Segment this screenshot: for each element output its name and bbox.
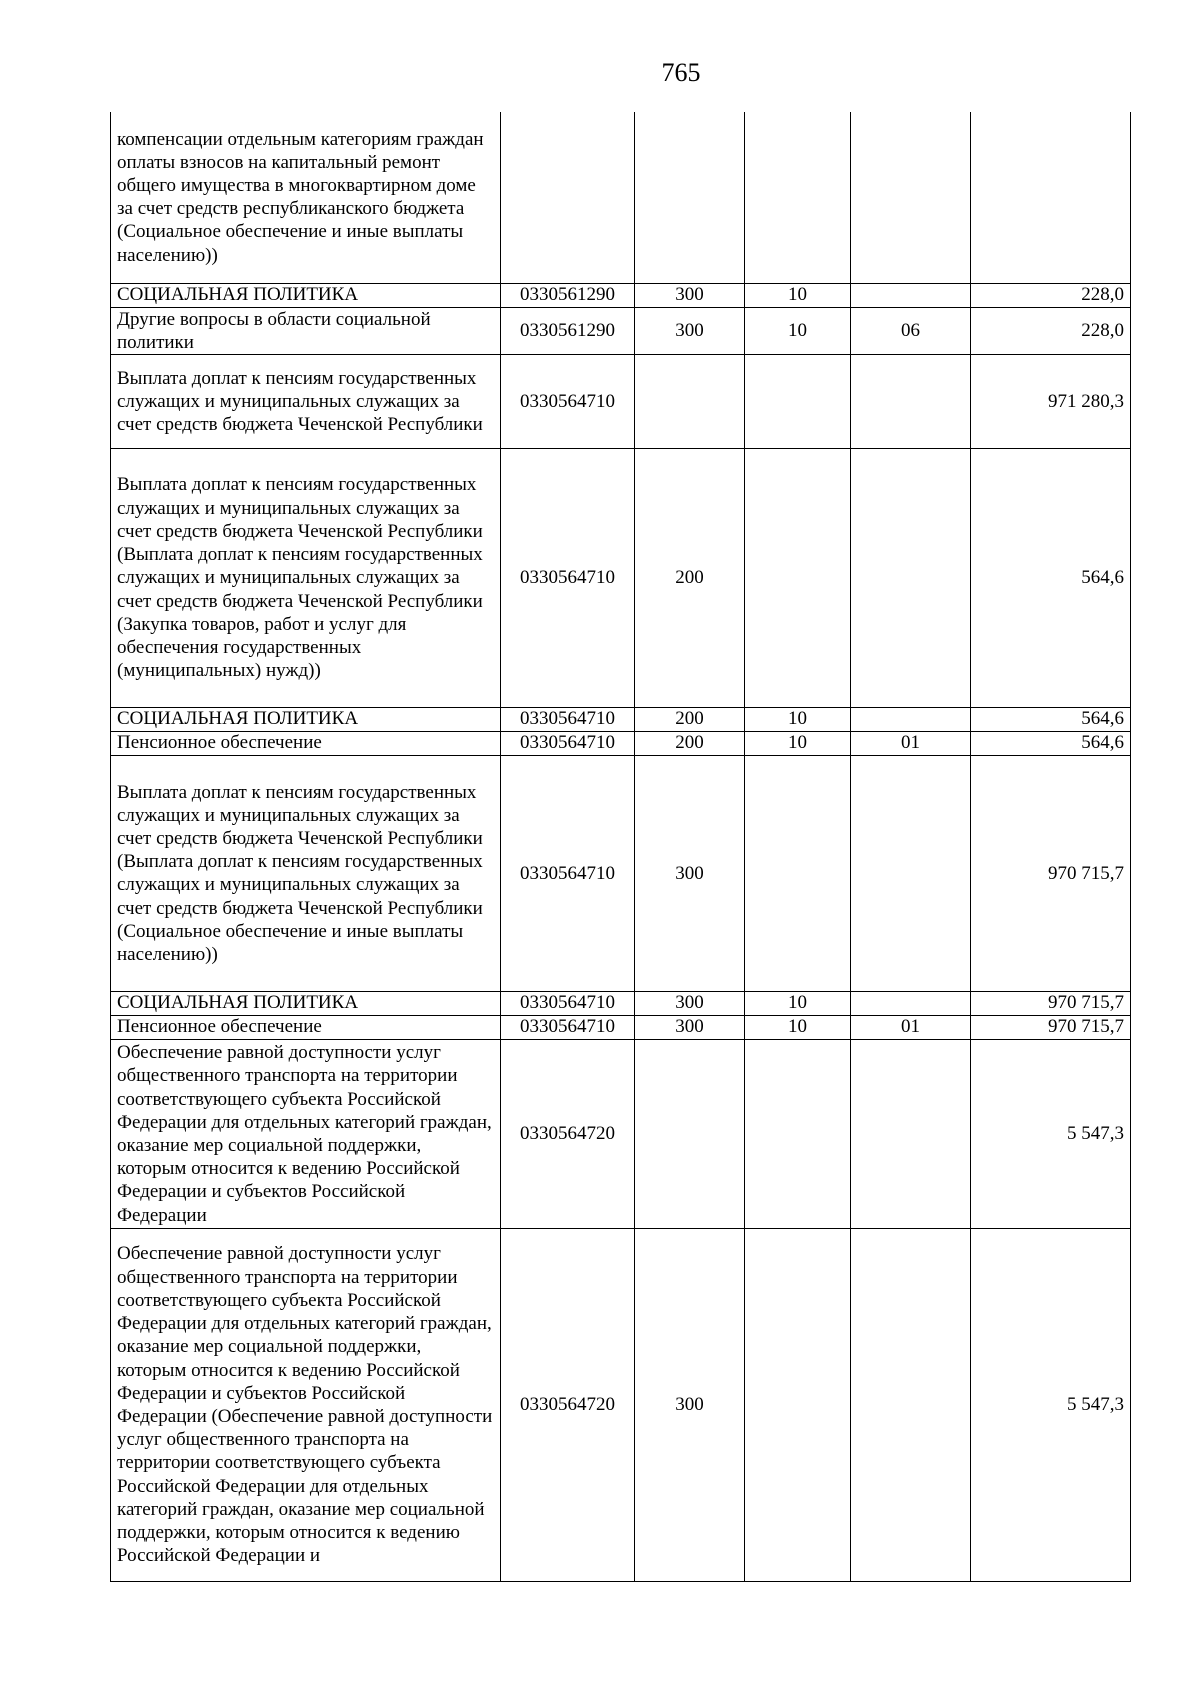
row-amount-cell: 564,6 — [971, 448, 1131, 707]
row-name-cell: компенсации отдельным категориям граждан оплаты взносов на капитальный ремонт общего имущества в многоквартирном доме за счет средств республиканского бюджета (Социальное обеспечение и иные выплаты населению)) — [111, 112, 501, 283]
row-amount-cell: 564,6 — [971, 707, 1131, 731]
table-row — [111, 112, 1131, 283]
row-code-cell — [501, 112, 635, 283]
row-name-cell: Пенсионное обеспечение — [111, 731, 501, 755]
row-code-cell: 0330564710 — [501, 731, 635, 755]
row-section-cell — [745, 354, 851, 448]
table-row — [111, 707, 1131, 731]
row-amount-cell: 970 715,7 — [971, 1015, 1131, 1039]
row-amount-cell: 228,0 — [971, 307, 1131, 354]
row-code-cell: 0330564710 — [501, 354, 635, 448]
table-row — [111, 755, 1131, 991]
row-name-cell: СОЦИАЛЬНАЯ ПОЛИТИКА — [111, 283, 501, 307]
row-code-cell: 0330564710 — [501, 755, 635, 991]
row-name-cell: Другие вопросы в области социальной политики — [111, 307, 501, 354]
row-section-cell — [745, 448, 851, 707]
row-section-cell: 10 — [745, 731, 851, 755]
row-section-cell: 10 — [745, 307, 851, 354]
row-code-cell: 0330561290 — [501, 283, 635, 307]
row-amount-cell: 5 547,3 — [971, 1228, 1131, 1581]
row-amount-cell: 970 715,7 — [971, 755, 1131, 991]
row-subsection-cell — [851, 1039, 971, 1228]
row-kind-cell — [635, 354, 745, 448]
row-kind-cell: 300 — [635, 283, 745, 307]
row-amount-cell: 564,6 — [971, 731, 1131, 755]
table-row — [111, 283, 1131, 307]
row-amount-cell: 228,0 — [971, 283, 1131, 307]
budget-table — [110, 112, 1131, 1582]
table-row — [111, 1039, 1131, 1228]
row-subsection-cell — [851, 755, 971, 991]
row-section-cell: 10 — [745, 283, 851, 307]
row-amount-cell — [971, 112, 1131, 283]
row-subsection-cell: 01 — [851, 731, 971, 755]
row-kind-cell: 300 — [635, 755, 745, 991]
row-subsection-cell — [851, 1228, 971, 1581]
row-code-cell: 0330561290 — [501, 307, 635, 354]
row-section-cell: 10 — [745, 991, 851, 1015]
row-name-cell: Обеспечение равной доступности услуг общественного транспорта на территории соответствующего субъекта Российской Федерации для отдельных категорий граждан, оказание мер социальной поддержки, которым относится к ведению Российской Федерации и субъектов Российской Федерации (Обеспечение равной доступности услуг общественного транспорта на территории соответствующего субъекта Российской Федерации для отдельных категорий граждан, оказание мер социальной поддержки, которым относится к ведению Российской Федерации и — [111, 1228, 501, 1581]
row-kind-cell: 300 — [635, 991, 745, 1015]
row-kind-cell: 300 — [635, 307, 745, 354]
row-code-cell: 0330564710 — [501, 707, 635, 731]
row-subsection-cell — [851, 991, 971, 1015]
table-row — [111, 448, 1131, 707]
row-section-cell — [745, 1039, 851, 1228]
row-kind-cell — [635, 112, 745, 283]
row-section-cell — [745, 112, 851, 283]
table-row — [111, 307, 1131, 354]
row-section-cell: 10 — [745, 707, 851, 731]
row-name-cell: Пенсионное обеспечение — [111, 1015, 501, 1039]
row-code-cell: 0330564710 — [501, 991, 635, 1015]
row-code-cell: 0330564710 — [501, 448, 635, 707]
page-number: 765 — [661, 58, 701, 87]
table-row — [111, 354, 1131, 448]
row-name-cell: СОЦИАЛЬНАЯ ПОЛИТИКА — [111, 991, 501, 1015]
row-subsection-cell — [851, 448, 971, 707]
row-subsection-cell — [851, 707, 971, 731]
row-section-cell — [745, 755, 851, 991]
row-subsection-cell: 06 — [851, 307, 971, 354]
row-section-cell — [745, 1228, 851, 1581]
row-subsection-cell: 01 — [851, 1015, 971, 1039]
row-amount-cell: 5 547,3 — [971, 1039, 1131, 1228]
row-name-cell: Выплата доплат к пенсиям государственных служащих и муниципальных служащих за счет средств бюджета Чеченской Республики (Выплата доплат к пенсиям государственных служащих и муниципальных служащих за счет средств бюджета Чеченской Республики (Закупка товаров, работ и услуг для обеспечения государственных (муниципальных) нужд)) — [111, 448, 501, 707]
row-section-cell: 10 — [745, 1015, 851, 1039]
row-kind-cell: 300 — [635, 1015, 745, 1039]
row-name-cell: Выплата доплат к пенсиям государственных служащих и муниципальных служащих за счет средств бюджета Чеченской Республики — [111, 354, 501, 448]
row-name-cell: Обеспечение равной доступности услуг общественного транспорта на территории соответствующего субъекта Российской Федерации для отдельных категорий граждан, оказание мер социальной поддержки, которым относится к ведению Российской Федерации и субъектов Российской Федерации — [111, 1039, 501, 1228]
row-name-cell: Выплата доплат к пенсиям государственных служащих и муниципальных служащих за счет средств бюджета Чеченской Республики (Выплата доплат к пенсиям государственных служащих и муниципальных служащих за счет средств бюджета Чеченской Республики (Социальное обеспечение и иные выплаты населению)) — [111, 755, 501, 991]
row-code-cell: 0330564720 — [501, 1039, 635, 1228]
row-kind-cell: 300 — [635, 1228, 745, 1581]
table-row — [111, 731, 1131, 755]
table-row — [111, 991, 1131, 1015]
row-subsection-cell — [851, 354, 971, 448]
row-code-cell: 0330564720 — [501, 1228, 635, 1581]
row-name-cell: СОЦИАЛЬНАЯ ПОЛИТИКА — [111, 707, 501, 731]
row-kind-cell: 200 — [635, 731, 745, 755]
row-kind-cell: 200 — [635, 707, 745, 731]
row-subsection-cell — [851, 283, 971, 307]
table-row — [111, 1228, 1131, 1581]
row-subsection-cell — [851, 112, 971, 283]
row-kind-cell — [635, 1039, 745, 1228]
row-amount-cell: 970 715,7 — [971, 991, 1131, 1015]
row-code-cell: 0330564710 — [501, 1015, 635, 1039]
table-row — [111, 1015, 1131, 1039]
row-kind-cell: 200 — [635, 448, 745, 707]
row-amount-cell: 971 280,3 — [971, 354, 1131, 448]
